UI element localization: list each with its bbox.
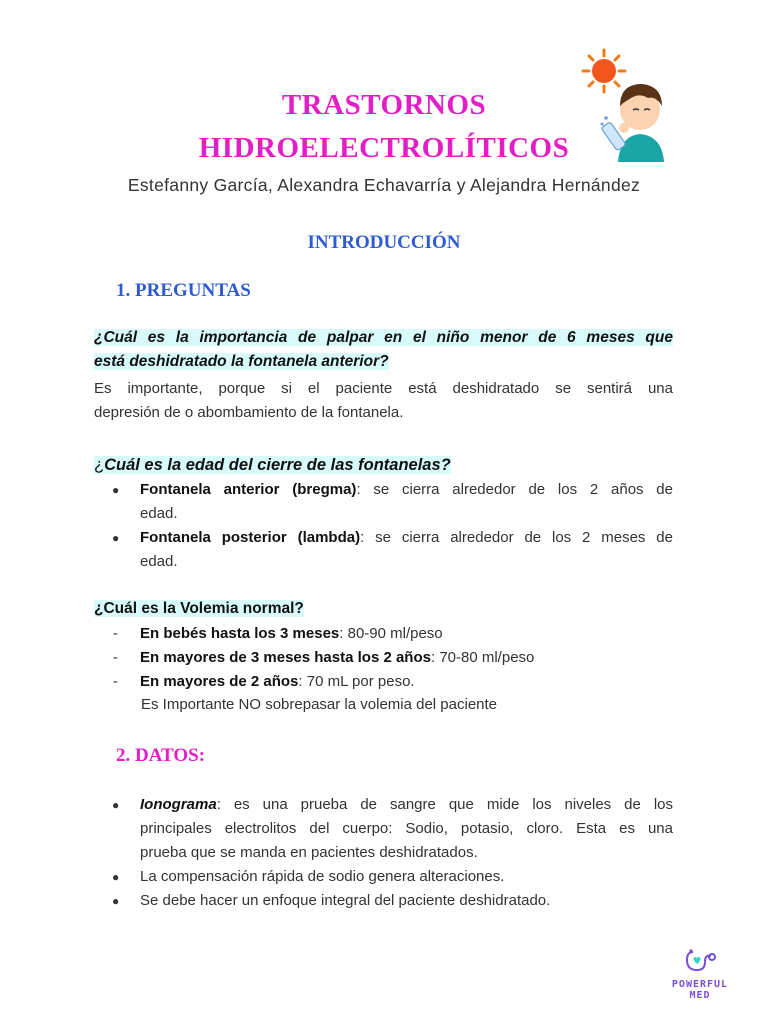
list-item: ● Fontanela anterior (bregma): se cierra alrededor de los 2 años de edad. bbox=[112, 478, 673, 526]
logo-text bbox=[660, 979, 740, 1001]
stethoscope-heart-icon bbox=[683, 948, 719, 978]
bullet-icon: ● bbox=[112, 870, 120, 884]
dash-marker: - bbox=[113, 649, 118, 666]
bullet-icon: ● bbox=[112, 483, 120, 497]
list-item: ● Fontanela posterior (lambda): se cierra alrededor de los 2 meses de edad. bbox=[112, 526, 673, 574]
answer-1-line1: Es importante, porque si el paciente está deshidratado se sentirá una bbox=[94, 380, 673, 397]
document-title-line2: HIDROELECTROLÍTICOS bbox=[198, 132, 570, 164]
dash-marker: - bbox=[113, 673, 118, 690]
logo-line1: POWERFUL bbox=[671, 979, 729, 990]
list-item: ● Ionograma: es una prueba de sangre que mide los niveles de los principales electrolitos del cuerpo: Sodio, potasio, cloro. Esta es una prueba que se manda en pacientes deshidratados. bbox=[112, 793, 673, 865]
list-item: ● Se debe hacer un enfoque integral del paciente deshidratado. bbox=[112, 889, 673, 913]
authors: Estefanny García, Alexandra Echavarría y Alejandra Hernández bbox=[127, 175, 641, 195]
answer-1 bbox=[94, 377, 673, 425]
intro-heading: INTRODUCCIÓN bbox=[307, 232, 461, 253]
volemia-note: Es Importante NO sobrepasar la volemia del paciente bbox=[141, 696, 498, 713]
section-heading-datos: 2. DATOS: bbox=[116, 745, 206, 766]
question-1-line1: ¿Cuál es la importancia de palpar en el niño menor de 6 meses que bbox=[94, 329, 673, 346]
question-2: ¿Cuál es la edad del cierre de las fontanelas? bbox=[94, 456, 451, 474]
document-title-line1: TRASTORNOS bbox=[281, 89, 487, 121]
question-3: ¿Cuál es la Volemia normal? bbox=[94, 600, 304, 617]
logo-line2: MED bbox=[689, 990, 711, 1001]
bullet-icon: ● bbox=[112, 531, 120, 545]
bullet-icon: ● bbox=[112, 798, 120, 812]
dash-marker: - bbox=[113, 625, 118, 642]
section-heading-preguntas: 1. PREGUNTAS bbox=[116, 280, 251, 301]
list-item: ● La compensación rápida de sodio genera alteraciones. bbox=[112, 865, 673, 889]
question-1-line2: está deshidratado la fontanela anterior? bbox=[94, 353, 389, 370]
bullet-icon: ● bbox=[112, 894, 120, 908]
answer-1-line2: depresión de o abombamiento de la fontanela. bbox=[94, 404, 404, 421]
